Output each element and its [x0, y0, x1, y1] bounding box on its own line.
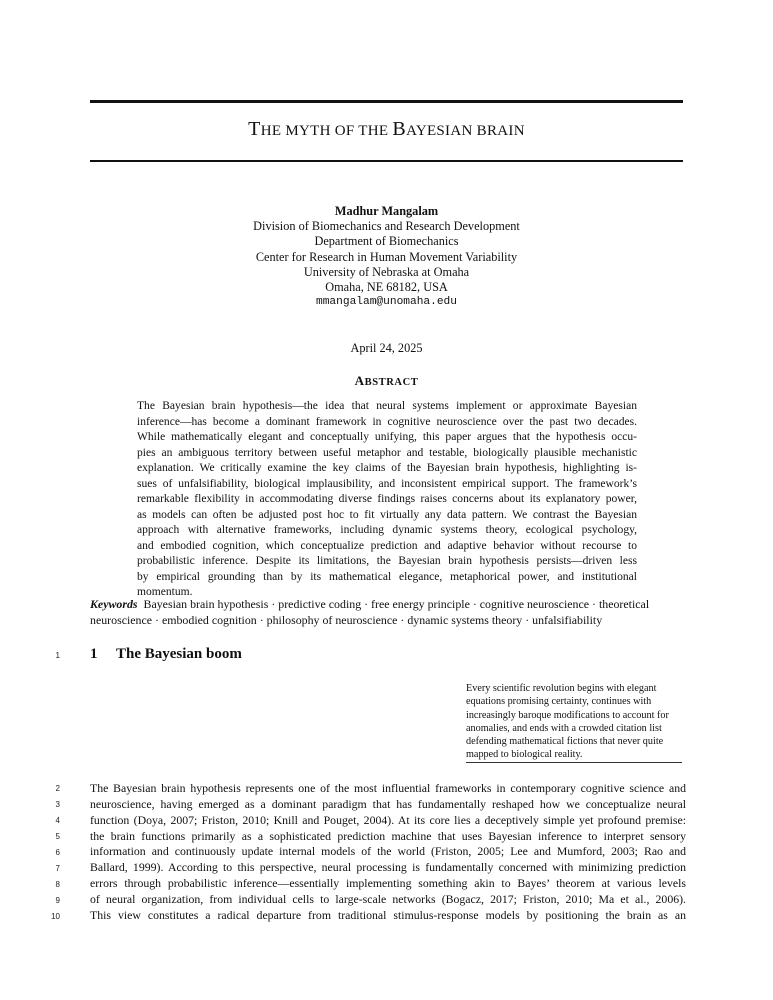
- section-title: The Bayesian boom: [116, 646, 242, 662]
- title-part: B: [392, 118, 407, 140]
- paper-title: [90, 118, 683, 141]
- abstract-body: [137, 399, 637, 601]
- title-part: T: [248, 118, 261, 140]
- body-line: errors through probabilistic inference—essentially implementing something akin to Bayes’ theorem at various levels: [90, 876, 686, 891]
- abstract-line: and embodied cognition, which conceptualize prediction and adaptive behavior without recourse to: [137, 539, 637, 552]
- abstract-line: approach with alternative frameworks, including dynamic systems theory, ecological psychology,: [137, 524, 637, 536]
- epigraph: Every scientific revolution begins with elegant equations promising certainty, continues with increasingly baroque modifications to account for anomalies, and ends with a crowded citation list defending mathematical fictions that never quite mapped to biological reality.: [466, 683, 669, 761]
- body-paragraph: [90, 781, 686, 924]
- author-name: Madhur Mangalam: [334, 204, 439, 218]
- line-number: 2: [55, 784, 60, 793]
- publication-date: April 24, 2025: [350, 341, 423, 355]
- abstract-line: The Bayesian brain hypothesis—the idea that neural systems implement or approximate Bayesian: [137, 400, 637, 412]
- body-line: of neural organization, from individual cells to large-scale networks (Bogacz, 2017; Friston, 2010; Ma et al., 2006).: [90, 891, 686, 906]
- affiliation-line: University of Nebraska at Omaha: [303, 264, 470, 279]
- body-line: This view constitutes a radical departure from traditional stimulus-response models by positioning the brain as an: [90, 907, 686, 922]
- abstract-line: sues of unfalsifiability, biological implausibility, and inconsistent empirical support. The framework’s: [137, 477, 637, 490]
- author-email[interactable]: mmangalam@unomaha.edu: [316, 296, 457, 309]
- body-line: The Bayesian brain hypothesis represents one of the most influential frameworks in contemporary cognitive science and: [90, 781, 686, 795]
- body-line: function (Doya, 2007; Friston, 2010; Knill and Pouget, 2004). At its core lies a deceptively simple yet profound premise:: [90, 812, 686, 827]
- abstract-line: remarkable flexibility in accommodating diverse findings raises concerns about its explanatory power,: [137, 493, 637, 505]
- line-number: 3: [55, 800, 60, 809]
- keywords-block: [90, 597, 685, 629]
- abstract-line: inference—has become a dominant framework in cognitive neuroscience over the past two decades.: [137, 415, 637, 428]
- line-number: 8: [55, 880, 60, 889]
- abstract-heading-rest: BSTRACT: [364, 377, 419, 388]
- abstract-line: pies an ambiguous territory between useful metaphor and testable, biologically plausible mechanistic: [137, 446, 637, 459]
- abstract-line: as models can often be adjusted post hoc to fit virtually any data pattern. We contrast the Bayesian: [137, 508, 637, 521]
- abstract-line: explanation. We critically examine the key claims of the Bayesian brain hypothesis, highlighting is-: [137, 462, 637, 474]
- affiliation-line: Omaha, NE 68182, USA: [325, 280, 448, 295]
- line-number: 9: [55, 896, 60, 905]
- affiliation-line: Center for Research in Human Movement Variability: [255, 249, 518, 264]
- line-number: 6: [55, 848, 60, 857]
- keywords-text: Bayesian brain hypothesis · predictive coding · free energy principle · cognitive neuroscience · theoretical neuroscience · embodied cognition · philosophy of neuroscience · dynamic systems theory · unfalsifiability: [90, 597, 650, 627]
- abstract-heading-first: A: [354, 373, 365, 388]
- section-number: 1: [90, 646, 98, 662]
- title-part: AYESIAN BRAIN: [406, 123, 525, 139]
- section-heading: [90, 646, 242, 663]
- body-line: the brain functions primarily as a sophisticated prediction machine that uses Bayesian inference to interpret sensory: [90, 828, 686, 843]
- title-bottom-rule: [90, 160, 683, 162]
- line-number: 4: [55, 816, 60, 825]
- keywords-label: Keywords: [90, 597, 138, 611]
- epigraph-rule: [466, 762, 682, 763]
- title-part: HE MYTH OF THE: [260, 123, 393, 139]
- body-line: Ballard, 1999). According to this perspective, neural processing is fundamentally concerned with minimizing prediction: [90, 860, 686, 875]
- abstract-heading: [90, 373, 683, 389]
- abstract-line: probabilistic inference. Despite its limitations, the Bayesian brain hypothesis persists—driven less: [137, 555, 637, 567]
- body-line: neuroscience, having emerged as a dominant paradigm that has fundamentally reshaped how we conceptualize neural: [90, 796, 686, 811]
- author-block: [90, 204, 683, 310]
- body-line: information and continuously update internal models of the world (Friston, 2005; Lee and Mumford, 2003; Rao and: [90, 844, 686, 859]
- abstract-line: by empirical grounding than by its mathematical elegance, metaphorical power, and institutional: [137, 570, 637, 583]
- top-rule-thick: [90, 100, 683, 103]
- line-number: 1: [55, 651, 60, 660]
- line-number: 5: [55, 832, 60, 841]
- affiliation-line: Division of Biomechanics and Research Development: [253, 219, 520, 234]
- affiliation-line: Department of Biomechanics: [314, 234, 459, 249]
- line-number: 10: [51, 912, 60, 921]
- line-number: 7: [55, 864, 60, 873]
- abstract-line: momentum.: [137, 586, 193, 598]
- abstract-line: While mathematically elegant and conceptually unifying, this paper argues that the hypothesis occu-: [137, 431, 637, 443]
